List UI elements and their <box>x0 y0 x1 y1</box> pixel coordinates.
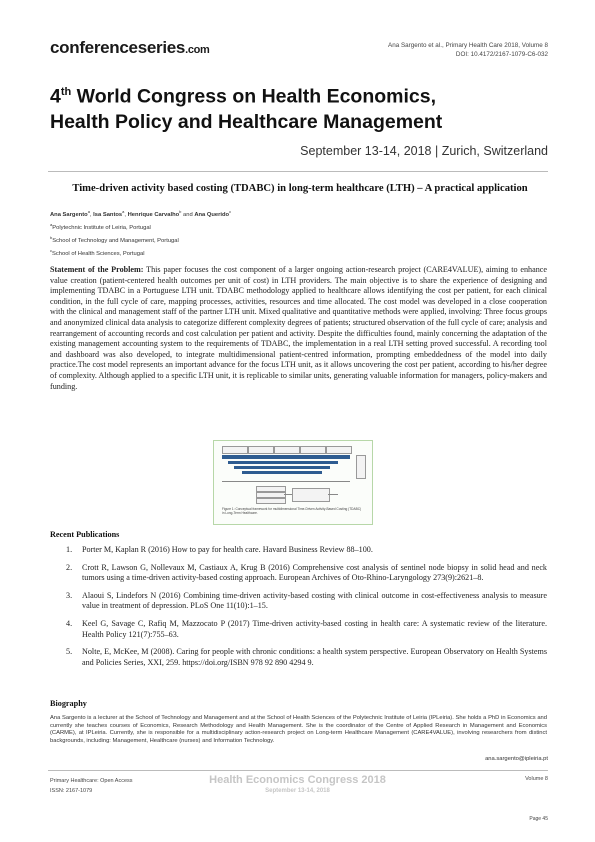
diagram-box <box>300 446 326 454</box>
abstract-lead: Statement of the Problem: <box>50 265 144 274</box>
reference-item <box>50 545 547 556</box>
diagram-box <box>274 446 300 454</box>
diagram-connector <box>284 494 292 495</box>
reference-number: 2. <box>66 562 73 572</box>
biography-text: Ana Sargento is a lecturer at the School of Technology and Management and at the School of Health Sciences of the Polytechnic Institute of Leiria (IPLeiria). She holds a PhD in Economics and currently she teaches courses of Economics, Research Methodology and Health Management. She is the coordinator of the Centre of Applied Research in Management and Economics (CARME), at IPLeiria. Currently, she is responsible for a multidisciplinary action-research project on Long-term Healthcare Management (CARE4VALUE), involving researchers from distinct backgrounds, including: Management, Healthcare (nurses) and Information Technology. <box>50 715 547 744</box>
reference-number: 5. <box>66 647 73 657</box>
title-line-1: World Congress on Health Economics, <box>71 85 437 108</box>
affiliation-text: Polytechnic Institute of Leiria, Portugal <box>52 224 151 231</box>
header-divider <box>48 171 548 172</box>
conference-title <box>50 80 570 135</box>
reference-number: 4. <box>66 618 73 628</box>
diagram-bar <box>242 471 322 474</box>
citation-line-1: Ana Sargento et al., Primary Health Care 2018, Volume 8 <box>388 42 548 49</box>
reference-list <box>50 545 547 675</box>
author-block <box>50 207 231 259</box>
footer-congress <box>0 774 595 796</box>
diagram-connector <box>328 494 338 495</box>
figure-caption: Figure 1: Conceptual framework for multidimensional Time-Driven Activity-Based Costing (TDABC) in Long-Term Healthcare. <box>222 507 362 516</box>
diagram-side-box <box>356 455 366 479</box>
diagram-box <box>292 488 330 502</box>
abstract <box>50 265 547 392</box>
affiliation-sup: a <box>50 221 53 227</box>
logo-main: conferenceseries <box>50 38 186 57</box>
diagram-box <box>222 446 248 454</box>
author-name: Ana Sargento <box>50 211 88 218</box>
reference-text: Porter M, Kaplan R (2016) How to pay for health care. Havard Business Review 88–100. <box>82 545 373 554</box>
title-line-2: Health Policy and Healthcare Management <box>50 110 443 133</box>
page-number: Page 45 <box>529 816 548 822</box>
author-name: Isa Santos <box>93 211 123 218</box>
affiliation-text: School of Health Sciences, Portugal <box>52 250 145 257</box>
logo-domain: .com <box>185 44 210 56</box>
author-sup: b <box>179 209 182 214</box>
diagram-box <box>248 446 274 454</box>
affiliation <box>50 220 231 233</box>
figure-framework-diagram <box>213 440 373 525</box>
affiliation-sup: b <box>50 234 53 240</box>
journal-issn: ISSN: 2167-1079 <box>50 788 93 794</box>
affiliation <box>50 233 231 246</box>
journal-name: Primary Healthcare: Open Access <box>50 778 133 784</box>
affiliation-text: School of Technology and Management, Portugal <box>52 237 179 244</box>
diagram-box <box>326 446 352 454</box>
affiliation-sup: c <box>50 247 52 253</box>
author-sup: a <box>87 209 90 214</box>
footer-congress-name: Health Economics Congress 2018 <box>209 774 386 786</box>
diagram-bar <box>234 466 330 469</box>
diagram-bar <box>228 461 338 464</box>
author-sup: a <box>122 209 125 214</box>
reference-item <box>50 647 547 668</box>
abstract-body: This paper focuses the cost component of a larger ongoing action-research project (CARE4VALUE), aiming to enhance value creation (patient-centered health outcomes per unit of cost) in LTH providers. The main objective is to share the experience of designing and implementing TDABC in a Portuguese LTH unit. TDABC methodology applied to healthcare allows identifying the cost per patient, for each clinical condition, in the full cycle of care, mapping processes, activities, resources and time allocated. The cost model was developed in a close cooperation with the clinical and management staff of the partner LTH unit. Mixed qualitative and quantitative methods were applied, involving: Three focus groups and anonymized clinical data analysis to categorize different complexity degrees of patients; structured observation of the full cycle of care; analysis and rearrangement of accounting records and cost calculation per patient and activity. Despite the difficulties found, mainly concerning the adaptation of the existing management accounting system to the requirements of TDABC, the implementation in a real LTH setting proved successful. A recording tool and dashboard was also developed, to integrate multidimensional patient-centred information, prompting embeddedness of the model into daily practice.The cost model represents an important advance for the focus LTH unit, as it allows uncovering the cost per patient, according to his/her degree of complexity. Although applied to a specific LTH unit, it is replicable to similar units, generating valuable information for managers, policy-makers and funding. <box>50 265 547 391</box>
title-ordinal-suffix: th <box>60 86 72 98</box>
citation-block <box>388 41 548 59</box>
reference-text: Alaoui S, Lindefors N (2016) Combining time-driven activity-based costing with clinical outcome in cost-effectiveness analysis to measure value in treatment of depression. PLoS One 11(10):1–15. <box>82 590 547 611</box>
title-ordinal: 4 <box>50 85 61 108</box>
reference-number: 3. <box>66 590 73 600</box>
author-list: Ana Sargento$^a$, Isa Santos$^a$, Henrique Carvalho$^b$ and Ana Querido$^c$ <box>50 209 232 218</box>
footer-volume: Volume 8 <box>525 776 548 782</box>
recent-publications-heading: Recent Publications <box>50 530 120 539</box>
diagram-box <box>256 498 286 504</box>
author-sup: c <box>229 209 232 214</box>
diagram-line <box>222 481 350 482</box>
reference-item <box>50 563 547 584</box>
reference-item <box>50 619 547 640</box>
footer-congress-date: September 13-14, 2018 <box>265 788 330 794</box>
site-logo <box>50 38 210 58</box>
author-email: ana.sargento@ipleiria.pt <box>485 756 548 762</box>
affiliation <box>50 246 231 259</box>
conference-date-location: September 13-14, 2018 | Zurich, Switzerland <box>300 144 548 158</box>
biography-heading: Biography <box>50 699 87 708</box>
citation-doi: DOI: 10.4172/2167-1079-C6-032 <box>455 51 548 58</box>
diagram-bar <box>222 455 350 459</box>
reference-text: Nolte, E, McKee, M (2008). Caring for people with chronic conditions: a health system perspective. European Observatory on Health Systems and Policies Series, XXI, 259. https://doi.org/ISBN 978 92 890 4294 9. <box>82 647 547 667</box>
reference-text: Keel G, Savage C, Rafiq M, Mazzocato P (2017) Time-driven activity-based costing in health care: A systematic review of the literature. Health Policy 121(7):755–63. <box>82 618 547 639</box>
footer-divider <box>48 770 548 771</box>
reference-item <box>50 591 547 612</box>
reference-text: Crott R, Lawson G, Nollevaux M, Castiaux A, Krug B (2016) Comprehensive cost analysis of sentinel node biopsy in solid head and neck tumors using a time-driven activity-based costing approach. European Archives of Oto-Rhino-Laryngology 273(9):2621–8. <box>82 562 547 583</box>
paper-title: Time-driven activity based costing (TDABC) in long-term healthcare (LTH) – A practical application <box>72 183 528 194</box>
author-name: Ana Querido <box>194 211 230 218</box>
reference-number: 1. <box>66 545 73 554</box>
author-name: Henrique Carvalho <box>127 211 180 218</box>
